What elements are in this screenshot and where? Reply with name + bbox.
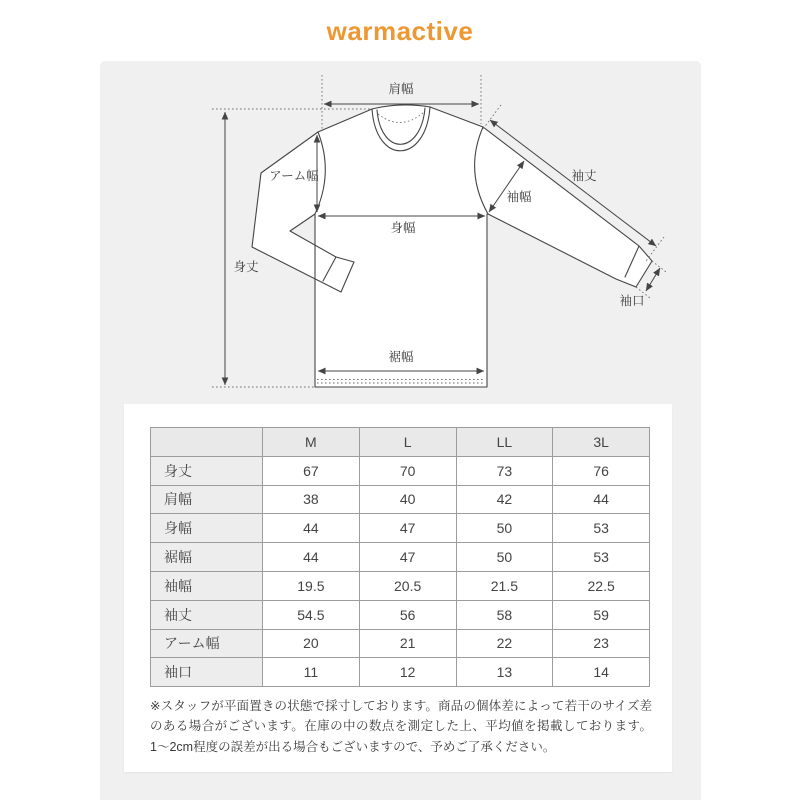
measurement-row-label: 袖幅 <box>151 571 263 600</box>
brand-logo: warmactive <box>326 16 474 46</box>
measurement-value-cell: 44 <box>263 543 360 572</box>
measurement-value-cell: 53 <box>553 514 650 543</box>
measurement-value-cell: 76 <box>553 456 650 485</box>
measurement-panel <box>100 61 701 800</box>
size-table-card <box>124 404 672 772</box>
measurement-value-cell: 40 <box>359 485 456 514</box>
size-table <box>150 427 650 687</box>
body-width-label: 身幅 <box>390 221 416 235</box>
measurement-value-cell: 22 <box>456 629 553 658</box>
measurement-row-label: 袖丈 <box>151 600 263 629</box>
size-column-header: M <box>263 428 360 457</box>
sleeve-width-label: 袖幅 <box>506 190 532 204</box>
shirt-body-shape <box>315 105 488 387</box>
measurement-row-label: 裾幅 <box>151 543 263 572</box>
body-length-label: 身丈 <box>233 260 259 274</box>
measurement-value-cell: 44 <box>263 514 360 543</box>
measurement-value-cell: 19.5 <box>263 571 360 600</box>
measurement-value-cell: 53 <box>553 543 650 572</box>
measurement-row-label: 身丈 <box>151 456 263 485</box>
size-table-row <box>151 514 650 543</box>
size-table-corner-cell <box>151 428 263 457</box>
measurement-value-cell: 20 <box>263 629 360 658</box>
measurement-value-cell: 47 <box>359 543 456 572</box>
size-table-row <box>151 658 650 687</box>
measurement-value-cell: 47 <box>359 514 456 543</box>
measurement-value-cell: 38 <box>263 485 360 514</box>
measurement-row-label: 肩幅 <box>151 485 263 514</box>
sleeve-length-label: 袖丈 <box>571 169 597 183</box>
measurement-value-cell: 67 <box>263 456 360 485</box>
measurement-value-cell: 54.5 <box>263 600 360 629</box>
measurement-value-cell: 56 <box>359 600 456 629</box>
measurement-row-label: アーム幅 <box>151 629 263 658</box>
cuff-arrow <box>646 268 660 291</box>
measurement-row-label: 身幅 <box>151 514 263 543</box>
measurement-value-cell: 42 <box>456 485 553 514</box>
measurement-value-cell: 14 <box>553 658 650 687</box>
cuff-label: 袖口 <box>619 294 645 308</box>
size-table-header <box>151 428 650 457</box>
measurement-value-cell: 21.5 <box>456 571 553 600</box>
measurement-value-cell: 23 <box>553 629 650 658</box>
measurement-value-cell: 50 <box>456 514 553 543</box>
measurement-disclaimer: ※スタッフが平面置きの状態で採寸しております。商品の個体差によって若干のサイズ差のある場合がございます。在庫の中の数点を測定した上、平均値を掲載しております。1〜2cm程度の誤差が出る場合もございますので、予めご了承ください。 <box>150 699 652 754</box>
measurement-value-cell: 21 <box>359 629 456 658</box>
size-table-row <box>151 456 650 485</box>
measurement-value-cell: 12 <box>359 658 456 687</box>
measurement-value-cell: 11 <box>263 658 360 687</box>
measurement-value-cell: 58 <box>456 600 553 629</box>
arm-width-label: アーム幅 <box>269 169 319 183</box>
shirt-measurement-diagram <box>100 61 701 403</box>
hem-width-label: 裾幅 <box>388 350 414 364</box>
size-table-row <box>151 543 650 572</box>
right-sleeve-shape <box>475 127 652 287</box>
measurement-value-cell: 59 <box>553 600 650 629</box>
size-table-row <box>151 600 650 629</box>
measurement-value-cell: 50 <box>456 543 553 572</box>
measurement-row-label: 袖口 <box>151 658 263 687</box>
size-column-header: LL <box>456 428 553 457</box>
measurement-value-cell: 70 <box>359 456 456 485</box>
size-table-head-row <box>151 428 650 457</box>
size-column-header: L <box>359 428 456 457</box>
shoulder-width-label: 肩幅 <box>388 82 414 96</box>
size-table-row <box>151 629 650 658</box>
measurement-value-cell: 20.5 <box>359 571 456 600</box>
measurement-value-cell: 22.5 <box>553 571 650 600</box>
size-table-row <box>151 485 650 514</box>
size-table-row <box>151 571 650 600</box>
size-column-header: 3L <box>553 428 650 457</box>
measurement-value-cell: 73 <box>456 456 553 485</box>
measurement-value-cell: 44 <box>553 485 650 514</box>
measurement-value-cell: 13 <box>456 658 553 687</box>
